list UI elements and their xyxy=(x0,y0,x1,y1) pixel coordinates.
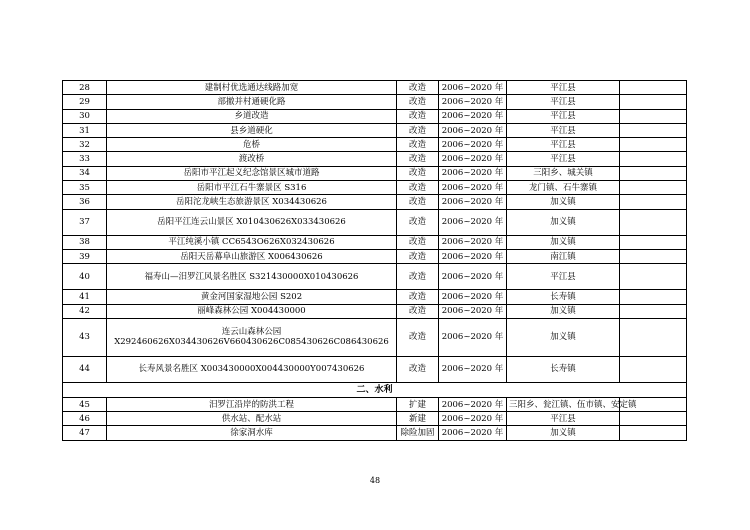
construction-type-cell: 改造 xyxy=(397,249,439,263)
section-header-row xyxy=(63,382,687,397)
location-cell: 三阳乡、城关镇 xyxy=(507,166,620,180)
note-cell xyxy=(620,264,687,290)
table-row xyxy=(63,81,687,95)
period-cell: 2006~2020 年 xyxy=(439,109,507,123)
table-row xyxy=(63,318,687,356)
note-cell xyxy=(620,166,687,180)
row-number-cell: 36 xyxy=(63,195,107,209)
table-row xyxy=(63,304,687,318)
note-cell xyxy=(620,249,687,263)
note-cell xyxy=(620,209,687,235)
location-cell: 加义镇 xyxy=(507,195,620,209)
note-cell xyxy=(620,123,687,137)
construction-type-cell: 改造 xyxy=(397,195,439,209)
note-cell xyxy=(620,95,687,109)
table-row xyxy=(63,138,687,152)
note-cell xyxy=(620,152,687,166)
location-cell: 平江县 xyxy=(507,95,620,109)
period-cell: 2006~2020 年 xyxy=(439,356,507,382)
note-cell xyxy=(620,356,687,382)
table-row xyxy=(63,166,687,180)
row-number-cell: 40 xyxy=(63,264,107,290)
row-number-cell: 47 xyxy=(63,426,107,440)
row-number-cell: 33 xyxy=(63,152,107,166)
construction-type-cell: 改造 xyxy=(397,166,439,180)
period-cell: 2006~2020 年 xyxy=(439,195,507,209)
period-cell: 2006~2020 年 xyxy=(439,95,507,109)
location-cell: 长寿镇 xyxy=(507,356,620,382)
table-row xyxy=(63,264,687,290)
construction-type-cell: 改造 xyxy=(397,290,439,304)
construction-type-cell: 改造 xyxy=(397,304,439,318)
construction-type-cell: 改造 xyxy=(397,138,439,152)
table-row xyxy=(63,235,687,249)
period-cell: 2006~2020 年 xyxy=(439,264,507,290)
row-number-cell: 30 xyxy=(63,109,107,123)
project-name-cell: 丽峰森林公园 X004430000 xyxy=(107,304,397,318)
note-cell xyxy=(620,318,687,356)
note-cell xyxy=(620,109,687,123)
table-row xyxy=(63,195,687,209)
location-cell: 加义镇 xyxy=(507,235,620,249)
table-row xyxy=(63,95,687,109)
project-name-cell: 平江纯溪小镇 CC6543O626X032430626 xyxy=(107,235,397,249)
note-cell xyxy=(620,290,687,304)
table-row xyxy=(63,290,687,304)
row-number-cell: 42 xyxy=(63,304,107,318)
location-cell: 平江县 xyxy=(507,264,620,290)
note-cell xyxy=(620,81,687,95)
construction-type-cell: 改造 xyxy=(397,152,439,166)
project-name-cell: 部撤并村通硬化路 xyxy=(107,95,397,109)
period-cell: 2006~2020 年 xyxy=(439,138,507,152)
construction-type-cell: 改造 xyxy=(397,264,439,290)
construction-type-cell: 改造 xyxy=(397,81,439,95)
period-cell: 2006~2020 年 xyxy=(439,318,507,356)
note-cell xyxy=(620,426,687,440)
location-cell: 平江县 xyxy=(507,81,620,95)
period-cell: 2006~2020 年 xyxy=(439,249,507,263)
table-body-water xyxy=(63,397,687,440)
period-cell: 2006~2020 年 xyxy=(439,166,507,180)
row-number-cell: 28 xyxy=(63,81,107,95)
location-cell: 加义镇 xyxy=(507,209,620,235)
row-number-cell: 32 xyxy=(63,138,107,152)
table-row xyxy=(63,209,687,235)
construction-type-cell: 改造 xyxy=(397,318,439,356)
row-number-cell: 41 xyxy=(63,290,107,304)
note-cell xyxy=(620,181,687,195)
project-name-cell: 徐家洞水库 xyxy=(107,426,397,440)
page-number: 48 xyxy=(369,476,381,485)
location-cell: 平江县 xyxy=(507,109,620,123)
project-name-cell: 长寿风景名胜区 X003430000X004430000Y007430626 xyxy=(107,356,397,382)
row-number-cell: 38 xyxy=(63,235,107,249)
row-number-cell: 43 xyxy=(63,318,107,356)
period-cell: 2006~2020 年 xyxy=(439,181,507,195)
row-number-cell: 46 xyxy=(63,412,107,426)
construction-type-cell: 改造 xyxy=(397,95,439,109)
table-row xyxy=(63,181,687,195)
construction-type-cell: 改造 xyxy=(397,235,439,249)
section-title: 二、水利 xyxy=(63,382,687,397)
table-row xyxy=(63,412,687,426)
project-name-cell: 岳阳市平江起义纪念馆景区城市道路 xyxy=(107,166,397,180)
project-name-cell: 连云山森林公园 X292460626X034430626V660430626C085430626C086430626 xyxy=(107,318,397,356)
location-cell: 加义镇 xyxy=(507,304,620,318)
project-name-cell: 县乡道硬化 xyxy=(107,123,397,137)
table-row xyxy=(63,152,687,166)
note-cell xyxy=(620,138,687,152)
note-cell xyxy=(620,412,687,426)
note-cell xyxy=(620,195,687,209)
construction-type-cell: 扩建 xyxy=(397,397,439,411)
period-cell: 2006~2020 年 xyxy=(439,81,507,95)
project-name-cell: 汨罗江沿岸的防洪工程 xyxy=(107,397,397,411)
project-name-cell: 乡道改造 xyxy=(107,109,397,123)
table-row xyxy=(63,109,687,123)
location-cell: 加义镇 xyxy=(507,426,620,440)
project-name-cell: 供水站、配水站 xyxy=(107,412,397,426)
location-cell: 平江县 xyxy=(507,412,620,426)
row-number-cell: 29 xyxy=(63,95,107,109)
location-cell: 平江县 xyxy=(507,123,620,137)
row-number-cell: 39 xyxy=(63,249,107,263)
project-name-cell: 福寿山—汨罗江风景名胜区 S321430000X010430626 xyxy=(107,264,397,290)
location-cell: 平江县 xyxy=(507,152,620,166)
table-row xyxy=(63,123,687,137)
location-cell: 长寿镇 xyxy=(507,290,620,304)
row-number-cell: 34 xyxy=(63,166,107,180)
construction-type-cell: 新建 xyxy=(397,412,439,426)
construction-type-cell: 改造 xyxy=(397,356,439,382)
row-number-cell: 31 xyxy=(63,123,107,137)
project-name-cell: 危桥 xyxy=(107,138,397,152)
project-name-cell: 岳阳平江连云山景区 X010430626X033430626 xyxy=(107,209,397,235)
note-cell xyxy=(620,235,687,249)
construction-type-cell: 除险加固 xyxy=(397,426,439,440)
period-cell: 2006~2020 年 xyxy=(439,152,507,166)
period-cell: 2006~2020 年 xyxy=(439,412,507,426)
note-cell xyxy=(620,304,687,318)
row-number-cell: 45 xyxy=(63,397,107,411)
table-row xyxy=(63,249,687,263)
construction-type-cell: 改造 xyxy=(397,181,439,195)
construction-type-cell: 改造 xyxy=(397,109,439,123)
project-name-cell: 建制村优选通达线路加宽 xyxy=(107,81,397,95)
location-cell: 加义镇 xyxy=(507,318,620,356)
period-cell: 2006~2020 年 xyxy=(439,426,507,440)
row-number-cell: 37 xyxy=(63,209,107,235)
table-row xyxy=(63,426,687,440)
project-name-cell: 岳阳天岳幕阜山旅游区 X006430626 xyxy=(107,249,397,263)
row-number-cell: 35 xyxy=(63,181,107,195)
period-cell: 2006~2020 年 xyxy=(439,304,507,318)
project-name-cell: 岳阳市平江石牛寨景区 S316 xyxy=(107,181,397,195)
table-body-roads xyxy=(63,81,687,383)
location-cell: 南江镇 xyxy=(507,249,620,263)
project-name-cell: 岳阳沱龙峡生态旅游景区 X034430626 xyxy=(107,195,397,209)
construction-type-cell: 改造 xyxy=(397,209,439,235)
project-table xyxy=(62,80,687,441)
project-name-cell: 黄金河国家湿地公园 S202 xyxy=(107,290,397,304)
project-name-cell: 渡改桥 xyxy=(107,152,397,166)
location-cell: 龙门镇、石牛寨镇 xyxy=(507,181,620,195)
construction-type-cell: 改造 xyxy=(397,123,439,137)
period-cell: 2006~2020 年 xyxy=(439,397,507,411)
location-cell: 三阳乡、瓮江镇、伍市镇、安定镇 xyxy=(507,397,620,411)
table-section xyxy=(63,382,687,397)
period-cell: 2006~2020 年 xyxy=(439,209,507,235)
period-cell: 2006~2020 年 xyxy=(439,290,507,304)
location-cell: 平江县 xyxy=(507,138,620,152)
period-cell: 2006~2020 年 xyxy=(439,235,507,249)
period-cell: 2006~2020 年 xyxy=(439,123,507,137)
table-row xyxy=(63,356,687,382)
table-row xyxy=(63,397,687,411)
row-number-cell: 44 xyxy=(63,356,107,382)
